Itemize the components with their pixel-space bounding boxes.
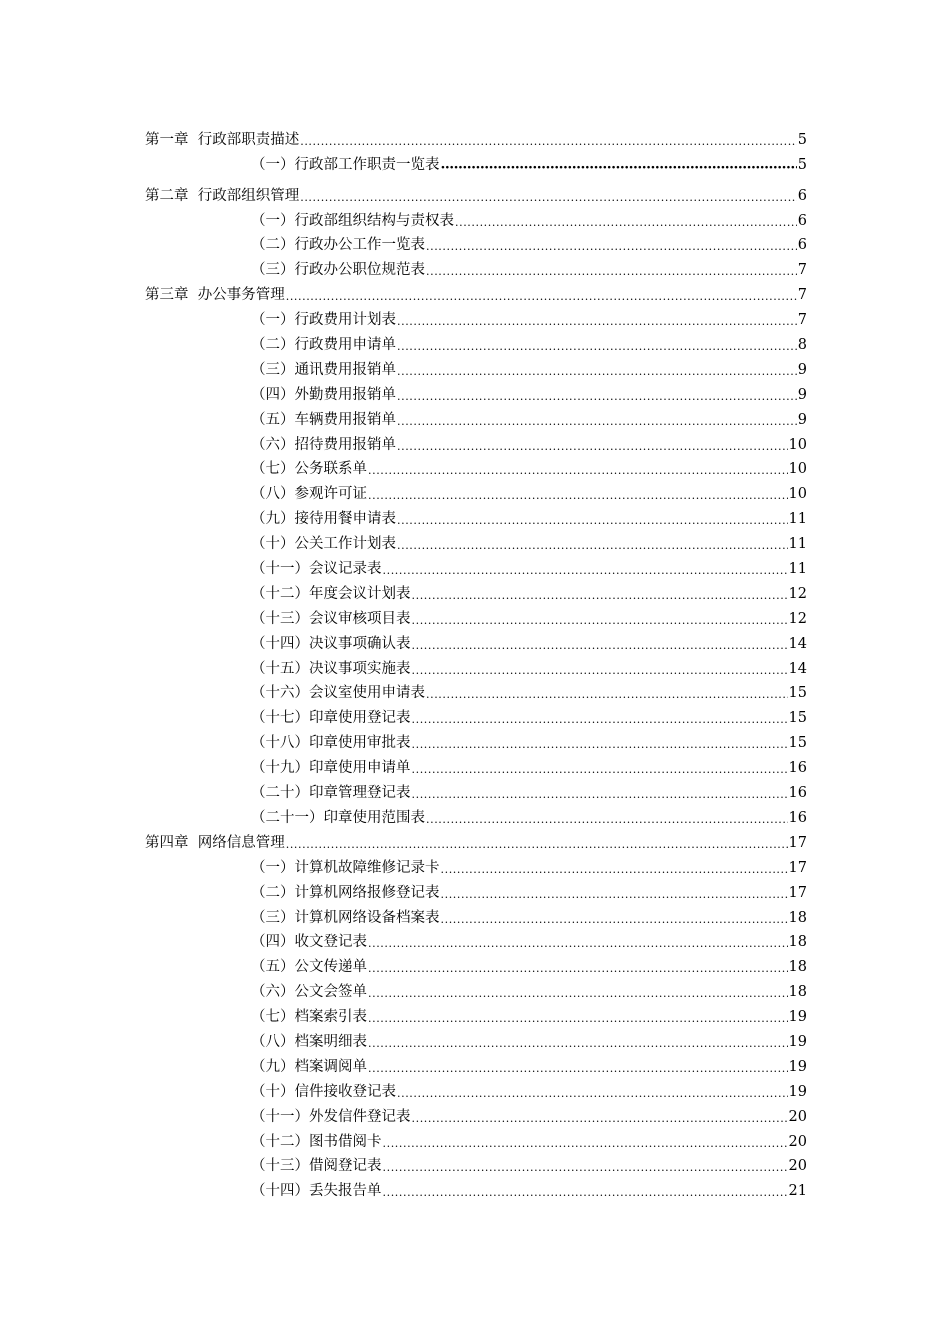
toc-chapter-entry[interactable] [145, 280, 807, 305]
toc-entry-label: （二十一）印章使用范围表 [251, 809, 425, 826]
toc-entry-label: （十）公关工作计划表 [251, 536, 396, 553]
toc-entry-label: （十二）图书借阅卡 [251, 1133, 382, 1150]
toc-page-number: 12 [788, 585, 807, 602]
toc-dot-leader [397, 360, 797, 380]
toc-dot-leader [368, 459, 788, 479]
toc-dot-leader [383, 559, 788, 579]
toc-dot-leader [286, 833, 788, 853]
toc-dot-leader [383, 1156, 788, 1176]
toc-section-entry[interactable] [145, 679, 807, 704]
toc-page-number: 20 [788, 1158, 807, 1175]
toc-section-entry[interactable] [145, 430, 807, 455]
toc-entry-label: （十六）会议室使用申请表 [251, 685, 425, 702]
toc-entry-label: 第一章 行政部职责描述 [145, 131, 300, 148]
toc-section-entry[interactable] [145, 728, 807, 753]
toc-section-entry[interactable] [145, 928, 807, 953]
toc-dot-leader [441, 883, 788, 903]
toc-chapter-entry[interactable] [145, 181, 807, 206]
toc-entry-label: （一）行政费用计划表 [251, 312, 396, 329]
toc-entry-label: 第四章 网络信息管理 [145, 834, 285, 851]
toc-dot-leader [412, 783, 788, 803]
toc-page-number: 15 [788, 685, 807, 702]
toc-dot-leader [368, 1007, 788, 1027]
toc-page-number: 7 [797, 287, 807, 304]
toc-dot-leader [383, 1181, 788, 1201]
toc-dot-leader [412, 584, 788, 604]
toc-entry-label: （三）行政办公职位规范表 [251, 262, 425, 279]
toc-dot-leader [397, 385, 797, 405]
toc-section-entry[interactable] [145, 479, 807, 504]
toc-page-number: 18 [788, 959, 807, 976]
toc-page-number: 10 [788, 436, 807, 453]
toc-section-entry[interactable] [145, 355, 807, 380]
toc-entry-label: （五）公文传递单 [251, 959, 367, 976]
toc-dot-leader [368, 957, 788, 977]
toc-page-number: 9 [797, 411, 807, 428]
toc-section-entry[interactable] [145, 1052, 807, 1077]
toc-entry-label: （十七）印章使用登记表 [251, 710, 411, 727]
toc-dot-leader [441, 155, 797, 175]
toc-dot-leader [368, 932, 788, 952]
toc-dot-leader [426, 260, 797, 280]
toc-entry-label: （十三）会议审核项目表 [251, 610, 411, 627]
toc-dot-leader [300, 186, 797, 206]
toc-section-entry[interactable] [145, 604, 807, 629]
toc-dot-leader [426, 683, 788, 703]
toc-entry-label: （十一）会议记录表 [251, 561, 382, 578]
toc-page-number: 18 [788, 909, 807, 926]
toc-dot-leader [383, 1132, 788, 1152]
toc-section-entry[interactable] [145, 1152, 807, 1177]
toc-dot-leader [368, 1032, 788, 1052]
toc-dot-leader [412, 1107, 788, 1127]
toc-page-number: 7 [797, 312, 807, 329]
toc-section-entry[interactable] [145, 380, 807, 405]
toc-section-entry[interactable] [145, 455, 807, 480]
toc-page-number: 12 [788, 610, 807, 627]
toc-entry-label: 第二章 行政部组织管理 [145, 187, 300, 204]
toc-section-entry[interactable] [145, 405, 807, 430]
toc-section-entry[interactable] [145, 1027, 807, 1052]
toc-section-entry[interactable] [145, 654, 807, 679]
toc-dot-leader [412, 609, 788, 629]
toc-entry-label: （十二）年度会议计划表 [251, 585, 411, 602]
toc-entry-label: （四）外勤费用报销单 [251, 386, 396, 403]
toc-page-number: 6 [797, 237, 807, 254]
toc-page-number: 20 [788, 1108, 807, 1125]
toc-entry-label: （二）行政费用申请单 [251, 337, 396, 354]
toc-page-number: 11 [788, 561, 807, 578]
toc-section-entry[interactable] [145, 1002, 807, 1027]
toc-page-number: 19 [788, 1058, 807, 1075]
toc-dot-leader [426, 808, 788, 828]
toc-section-entry[interactable] [145, 330, 807, 355]
toc-entry-label: （七）档案索引表 [251, 1009, 367, 1026]
toc-section-entry[interactable] [145, 255, 807, 280]
toc-dot-leader [397, 509, 788, 529]
toc-section-entry[interactable] [145, 504, 807, 529]
toc-page-number: 7 [797, 262, 807, 279]
toc-dot-leader [397, 534, 788, 554]
toc-dot-leader [455, 211, 797, 231]
toc-section-entry[interactable] [145, 1102, 807, 1127]
toc-dot-leader [368, 1057, 788, 1077]
toc-entry-label: （八）档案明细表 [251, 1033, 367, 1050]
toc-entry-label: （二）计算机网络报修登记表 [251, 884, 440, 901]
toc-entry-label: （十三）借阅登记表 [251, 1158, 382, 1175]
toc-entry-label: （三）通讯费用报销单 [251, 361, 396, 378]
toc-page-number: 10 [788, 461, 807, 478]
toc-dot-leader [397, 310, 797, 330]
toc-section-entry[interactable] [145, 529, 807, 554]
toc-page-number: 10 [788, 486, 807, 503]
toc-entry-label: （四）收文登记表 [251, 934, 367, 951]
toc-page-number: 9 [797, 361, 807, 378]
toc-section-entry[interactable] [145, 853, 807, 878]
toc-section-entry[interactable] [145, 703, 807, 728]
toc-section-entry[interactable] [145, 629, 807, 654]
toc-entry-label: （一）行政部工作职责一览表 [251, 156, 440, 173]
toc-dot-leader [397, 1082, 788, 1102]
toc-section-entry[interactable] [145, 878, 807, 903]
toc-entry-label: （六）招待费用报销单 [251, 436, 396, 453]
toc-dot-leader [368, 484, 788, 504]
toc-entry-label: （十四）决议事项确认表 [251, 635, 411, 652]
toc-page-number: 15 [788, 735, 807, 752]
toc-page-number: 8 [797, 337, 807, 354]
table-of-contents [145, 125, 807, 1201]
toc-section-entry[interactable] [145, 803, 807, 828]
toc-dot-leader [412, 758, 788, 778]
toc-page-number: 19 [788, 1033, 807, 1050]
toc-page-number: 19 [788, 1009, 807, 1026]
toc-page-number: 9 [797, 386, 807, 403]
toc-section-entry[interactable] [145, 305, 807, 330]
toc-entry-label: （九）接待用餐申请表 [251, 511, 396, 528]
toc-dot-leader [412, 659, 788, 679]
toc-page-number: 15 [788, 710, 807, 727]
toc-dot-leader [426, 235, 797, 255]
toc-dot-leader [441, 908, 788, 928]
toc-dot-leader [397, 435, 788, 455]
toc-page-number: 17 [788, 859, 807, 876]
toc-section-entry[interactable] [145, 231, 807, 256]
toc-page-number: 6 [797, 212, 807, 229]
toc-dot-leader [441, 858, 788, 878]
toc-entry-label: （十八）印章使用审批表 [251, 735, 411, 752]
toc-dot-leader [412, 708, 788, 728]
toc-section-entry[interactable] [145, 1077, 807, 1102]
toc-entry-label: （一）行政部组织结构与责权表 [251, 212, 454, 229]
toc-page-number: 11 [788, 511, 807, 528]
toc-entry-label: （二）行政办公工作一览表 [251, 237, 425, 254]
toc-page-number: 16 [788, 760, 807, 777]
toc-entry-label: （六）公文会签单 [251, 984, 367, 1001]
toc-chapter-entry[interactable] [145, 125, 807, 150]
toc-entry-label: 第三章 办公事务管理 [145, 287, 285, 304]
toc-page-number: 5 [797, 131, 807, 148]
toc-page-number: 16 [788, 785, 807, 802]
toc-section-entry[interactable] [145, 206, 807, 231]
toc-page-number: 17 [788, 834, 807, 851]
toc-dot-leader [286, 285, 797, 305]
toc-page-number: 14 [788, 635, 807, 652]
toc-page-number: 21 [788, 1183, 807, 1200]
toc-page-number: 17 [788, 884, 807, 901]
toc-entry-label: （八）参观许可证 [251, 486, 367, 503]
toc-chapter-entry[interactable] [145, 828, 807, 853]
toc-page-number: 19 [788, 1083, 807, 1100]
toc-dot-leader [397, 335, 797, 355]
toc-dot-leader [412, 634, 788, 654]
toc-dot-leader [300, 130, 797, 150]
toc-entry-label: （二十）印章管理登记表 [251, 785, 411, 802]
toc-entry-label: （三）计算机网络设备档案表 [251, 909, 440, 926]
toc-dot-leader [368, 982, 788, 1002]
toc-section-entry[interactable] [145, 1127, 807, 1152]
toc-section-entry[interactable] [145, 952, 807, 977]
toc-entry-label: （五）车辆费用报销单 [251, 411, 396, 428]
toc-section-entry[interactable] [145, 903, 807, 928]
toc-entry-label: （九）档案调阅单 [251, 1058, 367, 1075]
toc-entry-label: （七）公务联系单 [251, 461, 367, 478]
toc-entry-label: （十九）印章使用申请单 [251, 760, 411, 777]
toc-page-number: 6 [797, 187, 807, 204]
toc-entry-label: （十五）决议事项实施表 [251, 660, 411, 677]
toc-page-number: 16 [788, 809, 807, 826]
toc-page-number: 11 [788, 536, 807, 553]
toc-page-number: 18 [788, 984, 807, 1001]
toc-section-entry[interactable] [145, 579, 807, 604]
toc-dot-leader [412, 733, 788, 753]
toc-section-entry[interactable] [145, 554, 807, 579]
toc-section-entry[interactable] [145, 1176, 807, 1201]
toc-page-number: 14 [788, 660, 807, 677]
toc-section-entry[interactable] [145, 977, 807, 1002]
toc-section-entry[interactable] [145, 778, 807, 803]
toc-entry-label: （十一）外发信件登记表 [251, 1108, 411, 1125]
toc-page-number: 5 [797, 156, 807, 173]
toc-section-entry[interactable] [145, 753, 807, 778]
toc-entry-label: （十四）丢失报告单 [251, 1183, 382, 1200]
toc-entry-label: （十）信件接收登记表 [251, 1083, 396, 1100]
toc-page-number: 20 [788, 1133, 807, 1150]
toc-entry-label: （一）计算机故障维修记录卡 [251, 859, 440, 876]
toc-page-number: 18 [788, 934, 807, 951]
toc-section-entry[interactable] [145, 150, 807, 175]
toc-dot-leader [397, 410, 797, 430]
